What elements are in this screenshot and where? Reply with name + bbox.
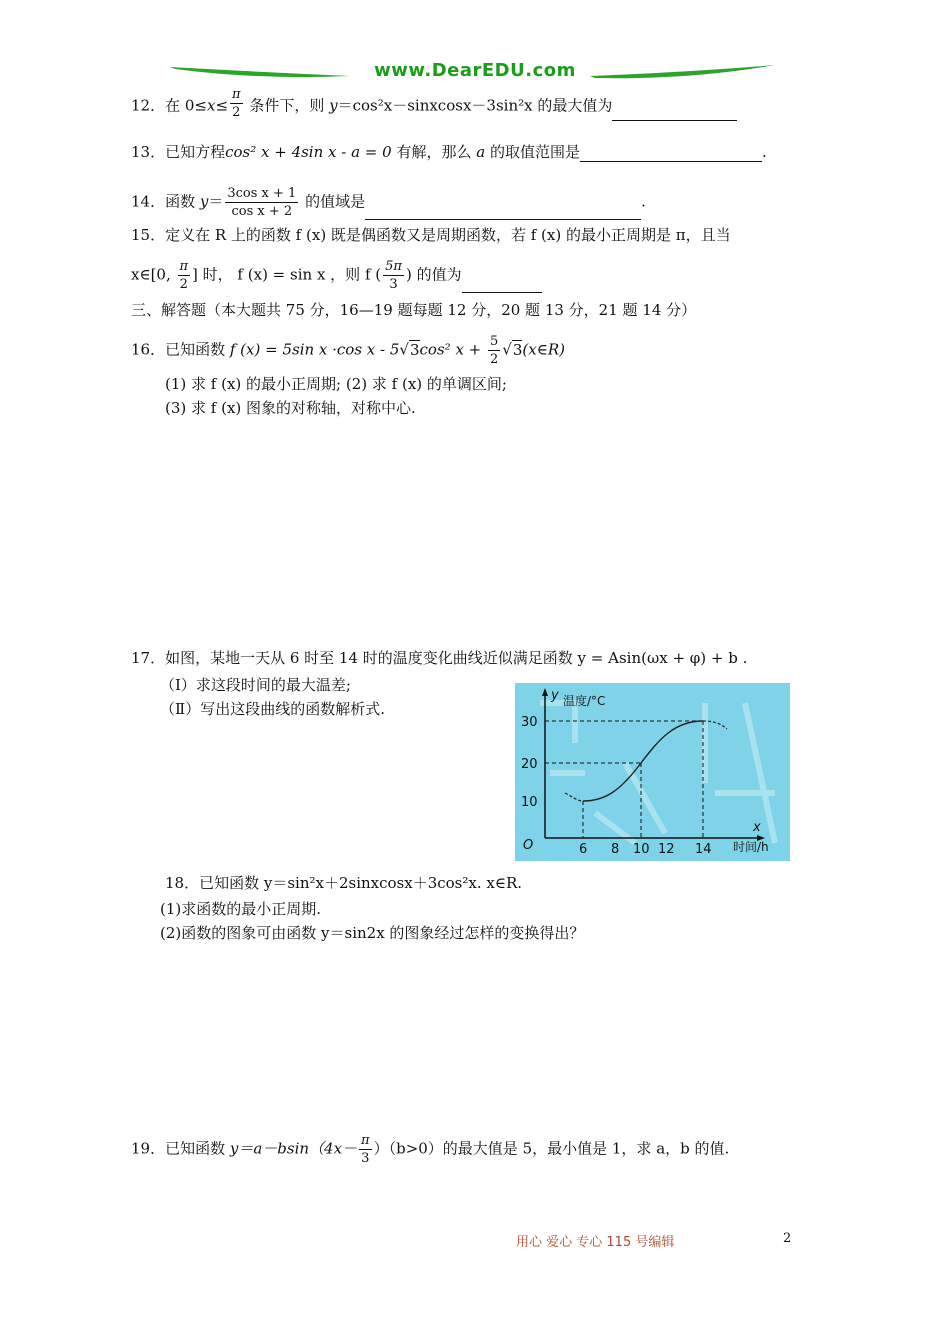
question-17: 17．如图，某地一天从 6 时至 14 时的温度变化曲线近似满足函数 y = Asin(ωx + φ) + b .: [131, 649, 748, 667]
x-tick-6: 6: [579, 842, 588, 857]
question-16-part1: (1) 求 f (x) 的最小正周期; (2) 求 f (x) 的单调区间;: [165, 375, 507, 393]
question-18-part2: (2)函数的图象可由函数 y＝sin2x 的图象经过怎样的变换得出？: [160, 924, 585, 942]
header-site-url: www.DearEDU.com: [374, 60, 576, 81]
footer-editor: 用心 爱心 专心 115 号编辑: [516, 1235, 675, 1250]
question-15-line2: x∈[0, $\frac{\pi}{2}$ ] 时， f (x) = sin x ，则 f ( $\frac{5\pi}{3}$ ) 的值为: [131, 258, 542, 293]
question-14: 14．函数 y＝ $\frac{\text{3cos x + 1}}{\text{cos x + 2}}$ 的值域是 .: [131, 186, 646, 219]
question-17-part1: （Ⅰ）求这段时间的最大温差;: [160, 676, 351, 694]
temperature-graph: [515, 683, 790, 861]
answer-blank: [462, 278, 542, 293]
time-label: 时间/h: [733, 840, 769, 854]
question-17-part2: （Ⅱ）写出这段曲线的函数解析式.: [160, 700, 385, 718]
y-tick-30: 30: [521, 715, 538, 730]
x-tick-8: 8: [611, 842, 620, 857]
answer-blank: [580, 147, 762, 162]
question-19: 19．已知函数 y＝a－bsin（4x－ $\frac{\pi}{3}$ ）（b>0）的最大值是 5，最小值是 1，求 a，b 的值.: [131, 1133, 730, 1166]
section-3-heading: 三、解答题（本大题共 75 分，16—19 题每题 12 分，20 题 13 分，21 题 14 分）: [131, 301, 697, 319]
y-tick-10: 10: [521, 795, 538, 810]
page-number: 2: [783, 1231, 792, 1246]
answer-blank: [365, 205, 641, 220]
graph-title: 温度/°C: [563, 694, 606, 708]
question-18-part1: (1)求函数的最小正周期.: [160, 900, 322, 918]
question-16: 16．已知函数 f (x) = 5sin x ·cos x - 5√3cos² x + $\frac{5}{2}$ √3(x∈R): [131, 334, 565, 367]
question-18: 18．已知函数 y＝sin²x＋2sinxcosx＋3cos²x. x∈R.: [165, 874, 523, 892]
question-15-line1: 15．定义在 R 上的函数 f (x) 既是偶函数又是周期函数，若 f (x) 的最小正周期是 π，且当: [131, 226, 731, 244]
x-tick-12: 12: [658, 842, 675, 857]
origin-label: O: [523, 838, 534, 853]
y-tick-20: 20: [521, 757, 538, 772]
x-tick-10: 10: [633, 842, 650, 857]
question-16-part2: (3) 求 f (x) 图象的对称轴，对称中心.: [165, 399, 416, 417]
question-12: 12．在 0≤x≤ $\frac{\pi}{2}$ 条件下，则 y＝cos²x－sinxcosx－3sin²x 的最大值为: [131, 92, 737, 121]
answer-blank: [612, 106, 737, 121]
question-13: 13．已知方程cos² x + 4sin x - a = 0 有解，那么 a 的取值范围是 .: [131, 143, 767, 161]
x-tick-14: 14: [695, 842, 712, 857]
x-axis-label: x: [753, 820, 761, 835]
y-axis-label: y: [551, 688, 559, 703]
